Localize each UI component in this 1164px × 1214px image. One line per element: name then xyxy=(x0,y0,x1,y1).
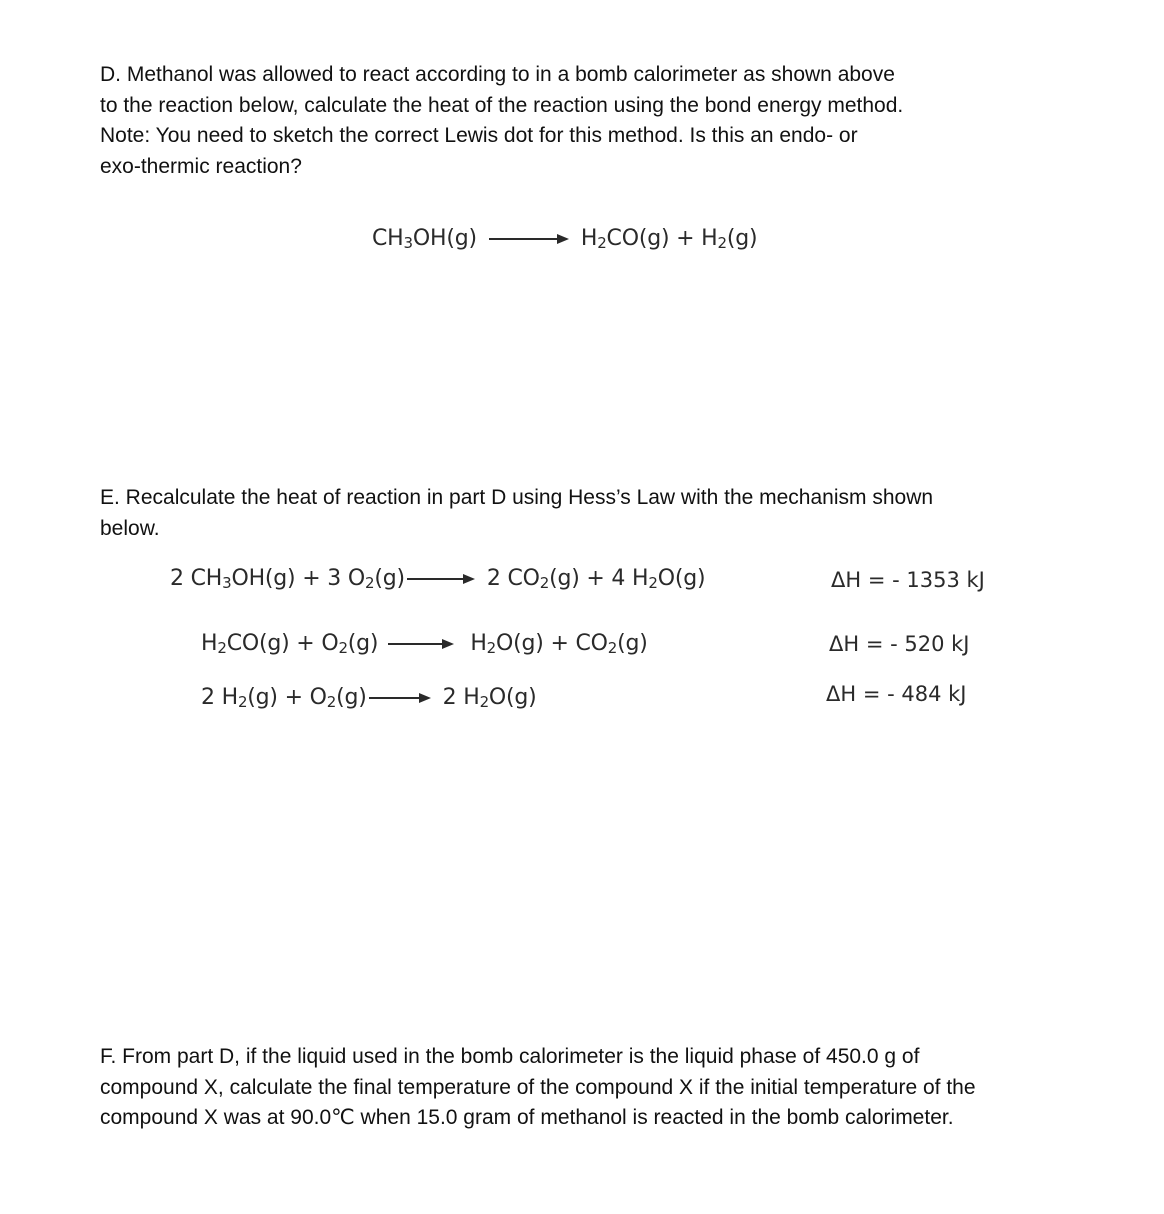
hess-equation-1 xyxy=(170,566,705,591)
hess-equation-2 xyxy=(201,631,648,656)
part-e-question xyxy=(100,483,933,544)
products: 2 $H_2O(g)$ xyxy=(442,685,537,711)
part-f-line: compound X was at 90.0℃ when 15.0 gram of methanol is reacted in the bomb calorimeter. xyxy=(100,1106,954,1129)
reaction-arrow-icon xyxy=(388,638,454,650)
products: $H_2O(g) + CO_2(g)$ xyxy=(470,631,648,657)
reaction-arrow-icon xyxy=(369,692,431,704)
part-d-line: to the reaction below, calculate the heat of the reaction using the bond energy method. xyxy=(100,93,904,117)
part-d-line: Note: You need to sketch the correct Lewis dot for this method. Is this an endo- or xyxy=(100,124,858,147)
part-f-question xyxy=(100,1042,976,1134)
reaction-arrow-icon xyxy=(407,573,475,585)
part-d-line: exo-thermic reaction? xyxy=(100,154,302,178)
reactant: $CH_3OH(g)$ xyxy=(372,226,477,252)
enthalpy-value-1: ΔH = - 1353 kJ xyxy=(831,568,985,592)
reactants: $H_2CO(g) + O_2(g)$ xyxy=(201,631,379,657)
products: $H_2CO(g) + H_2(g)$ xyxy=(580,226,758,252)
hess-equation-3 xyxy=(201,685,537,710)
enthalpy-value-2: ΔH = - 520 kJ xyxy=(829,632,970,656)
reaction-arrow-icon xyxy=(489,233,569,245)
part-f-line: compound X, calculate the final temperature of the compound X if the initial temperature of the xyxy=(100,1075,976,1099)
methanol-decomposition-equation xyxy=(372,226,757,251)
part-d-line: D. Methanol was allowed to react according to in a bomb calorimeter as shown above xyxy=(100,63,895,86)
part-d-question xyxy=(100,60,903,182)
part-f-line: F. From part D, if the liquid used in the bomb calorimeter is the liquid phase of 450.0 g of xyxy=(100,1045,920,1068)
reactants: 2 $CH_3OH(g) + 3$ $O_2(g)$ xyxy=(170,566,405,592)
part-e-line: E. Recalculate the heat of reaction in part D using Hess’s Law with the mechanism shown xyxy=(100,486,934,509)
products: 2 $CO_2(g) + 4$ $H_2O(g)$ xyxy=(486,566,706,592)
reactants: 2 $H_2(g) + O_2(g)$ xyxy=(201,685,367,711)
part-e-line: below. xyxy=(100,516,160,540)
enthalpy-value-3: ΔH = - 484 kJ xyxy=(826,682,967,706)
